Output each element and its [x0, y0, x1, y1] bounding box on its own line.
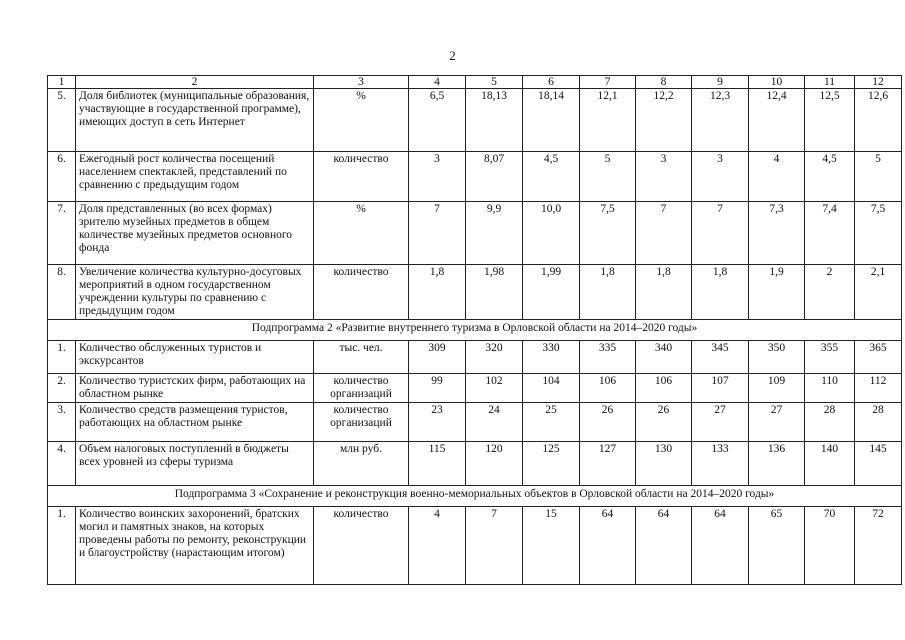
indicator-value: 2	[805, 265, 855, 320]
table-row	[48, 265, 902, 320]
indicator-value: 1,9	[749, 265, 805, 320]
indicator-name: Количество туристских фирм, работающих на областном рынке	[76, 374, 314, 403]
column-header: 12	[855, 76, 902, 89]
indicator-value: 7	[466, 507, 523, 585]
column-header: 2	[76, 76, 314, 89]
indicator-value: 3	[692, 152, 749, 202]
indicator-value: 7,5	[580, 202, 636, 265]
row-number: 4.	[48, 442, 76, 486]
indicator-value: 15	[523, 507, 580, 585]
column-header: 1	[48, 76, 76, 89]
column-header: 10	[749, 76, 805, 89]
indicator-value: 26	[636, 403, 692, 442]
page-number: 2	[449, 48, 456, 63]
indicator-name: Количество средств размещения туристов, работающих на областном рынке	[76, 403, 314, 442]
indicator-value: 130	[636, 442, 692, 486]
indicator-value: 3	[636, 152, 692, 202]
subprogram-title: Подпрограмма 2 «Развитие внутреннего туризма в Орловской области на 2014–2020 годы»	[48, 320, 902, 341]
indicator-value: 12,5	[805, 89, 855, 152]
indicator-value: 106	[580, 374, 636, 403]
column-header: 6	[523, 76, 580, 89]
unit-of-measure: количество организаций	[314, 403, 409, 442]
indicator-value: 7,3	[749, 202, 805, 265]
column-header: 8	[636, 76, 692, 89]
row-number: 5.	[48, 89, 76, 152]
table-header-row	[48, 76, 902, 89]
indicator-name: Увеличение количества культурно-досуговых мероприятий в одном государственном учреждении культуры по сравнению с предыдущим годом	[76, 265, 314, 320]
indicator-value: 25	[523, 403, 580, 442]
indicator-name: Доля библиотек (муниципальные образования, участвующие в государственной программе), имеющих доступ в сеть Интернет	[76, 89, 314, 152]
unit-of-measure: %	[314, 89, 409, 152]
unit-of-measure: %	[314, 202, 409, 265]
indicator-value: 4	[749, 152, 805, 202]
indicator-value: 107	[692, 374, 749, 403]
indicator-value: 345	[692, 341, 749, 374]
row-number: 1.	[48, 341, 76, 374]
table-body	[48, 76, 902, 585]
subprogram-row	[48, 320, 902, 341]
indicator-value: 1,8	[580, 265, 636, 320]
indicator-value: 136	[749, 442, 805, 486]
row-number: 2.	[48, 374, 76, 403]
indicator-name: Ежегодный рост количества посещений населением спектаклей, представлений по сравнению с предыдущим годом	[76, 152, 314, 202]
column-header: 7	[580, 76, 636, 89]
indicator-value: 120	[466, 442, 523, 486]
indicator-value: 1,8	[636, 265, 692, 320]
indicator-value: 64	[692, 507, 749, 585]
indicator-value: 12,4	[749, 89, 805, 152]
indicator-value: 23	[409, 403, 466, 442]
indicator-name: Доля представленных (во всех формах) зрителю музейных предметов в общем количестве музейных предметов основного фонда	[76, 202, 314, 265]
indicator-value: 27	[692, 403, 749, 442]
indicator-value: 1,8	[409, 265, 466, 320]
indicator-value: 9,9	[466, 202, 523, 265]
indicator-value: 64	[580, 507, 636, 585]
indicator-value: 109	[749, 374, 805, 403]
table-row	[48, 403, 902, 442]
indicator-value: 335	[580, 341, 636, 374]
indicator-value: 1,98	[466, 265, 523, 320]
indicator-value: 104	[523, 374, 580, 403]
indicator-value: 26	[580, 403, 636, 442]
indicator-value: 99	[409, 374, 466, 403]
indicator-value: 7	[692, 202, 749, 265]
indicator-value: 365	[855, 341, 902, 374]
indicator-value: 3	[409, 152, 466, 202]
indicator-value: 112	[855, 374, 902, 403]
indicator-name: Количество обслуженных туристов и экскурсантов	[76, 341, 314, 374]
row-number: 1.	[48, 507, 76, 585]
unit-of-measure: количество	[314, 507, 409, 585]
indicator-value: 115	[409, 442, 466, 486]
indicator-value: 24	[466, 403, 523, 442]
indicator-value: 28	[805, 403, 855, 442]
row-number: 6.	[48, 152, 76, 202]
indicators-table	[47, 75, 902, 585]
indicator-name: Количество воинских захоронений, братских могил и памятных знаков, на которых проведены работы по ремонту, реконструкции и благоустройству (нарастающим итогом)	[76, 507, 314, 585]
indicator-value: 125	[523, 442, 580, 486]
table-row	[48, 442, 902, 486]
table-row	[48, 341, 902, 374]
indicator-value: 2,1	[855, 265, 902, 320]
indicator-value: 70	[805, 507, 855, 585]
indicator-value: 4	[409, 507, 466, 585]
row-number: 3.	[48, 403, 76, 442]
indicator-value: 10,0	[523, 202, 580, 265]
table-row	[48, 89, 902, 152]
unit-of-measure: количество	[314, 152, 409, 202]
indicator-value: 320	[466, 341, 523, 374]
column-header: 9	[692, 76, 749, 89]
indicator-value: 355	[805, 341, 855, 374]
indicator-value: 330	[523, 341, 580, 374]
indicator-value: 4,5	[523, 152, 580, 202]
indicator-value: 18,13	[466, 89, 523, 152]
indicator-value: 12,6	[855, 89, 902, 152]
column-header: 4	[409, 76, 466, 89]
subprogram-row	[48, 486, 902, 507]
indicator-value: 28	[855, 403, 902, 442]
indicator-value: 65	[749, 507, 805, 585]
indicator-value: 145	[855, 442, 902, 486]
indicator-value: 127	[580, 442, 636, 486]
indicator-name: Объем налоговых поступлений в бюджеты всех уровней из сферы туризма	[76, 442, 314, 486]
indicator-value: 340	[636, 341, 692, 374]
indicator-value: 6,5	[409, 89, 466, 152]
row-number: 8.	[48, 265, 76, 320]
indicator-value: 5	[855, 152, 902, 202]
indicator-value: 140	[805, 442, 855, 486]
indicator-value: 7	[409, 202, 466, 265]
indicator-value: 350	[749, 341, 805, 374]
indicator-value: 102	[466, 374, 523, 403]
indicator-value: 1,99	[523, 265, 580, 320]
indicator-value: 4,5	[805, 152, 855, 202]
row-number: 7.	[48, 202, 76, 265]
indicator-value: 309	[409, 341, 466, 374]
indicator-value: 72	[855, 507, 902, 585]
table-row	[48, 202, 902, 265]
column-header: 11	[805, 76, 855, 89]
indicator-value: 12,3	[692, 89, 749, 152]
indicator-value: 7	[636, 202, 692, 265]
indicator-value: 18,14	[523, 89, 580, 152]
indicator-value: 5	[580, 152, 636, 202]
indicator-value: 106	[636, 374, 692, 403]
indicator-value: 133	[692, 442, 749, 486]
table-row	[48, 152, 902, 202]
indicator-value: 7,5	[855, 202, 902, 265]
table-row	[48, 507, 902, 585]
indicator-value: 110	[805, 374, 855, 403]
column-header: 5	[466, 76, 523, 89]
unit-of-measure: количество	[314, 265, 409, 320]
indicator-value: 12,2	[636, 89, 692, 152]
unit-of-measure: тыс. чел.	[314, 341, 409, 374]
indicator-value: 8,07	[466, 152, 523, 202]
unit-of-measure: млн руб.	[314, 442, 409, 486]
indicator-value: 1,8	[692, 265, 749, 320]
indicator-value: 7,4	[805, 202, 855, 265]
table-row	[48, 374, 902, 403]
indicator-value: 27	[749, 403, 805, 442]
indicator-value: 12,1	[580, 89, 636, 152]
unit-of-measure: количество организаций	[314, 374, 409, 403]
indicator-value: 64	[636, 507, 692, 585]
column-header: 3	[314, 76, 409, 89]
subprogram-title: Подпрограмма 3 «Сохранение и реконструкция военно-мемориальных объектов в Орловской области на 2014–2020 годы»	[48, 486, 902, 507]
